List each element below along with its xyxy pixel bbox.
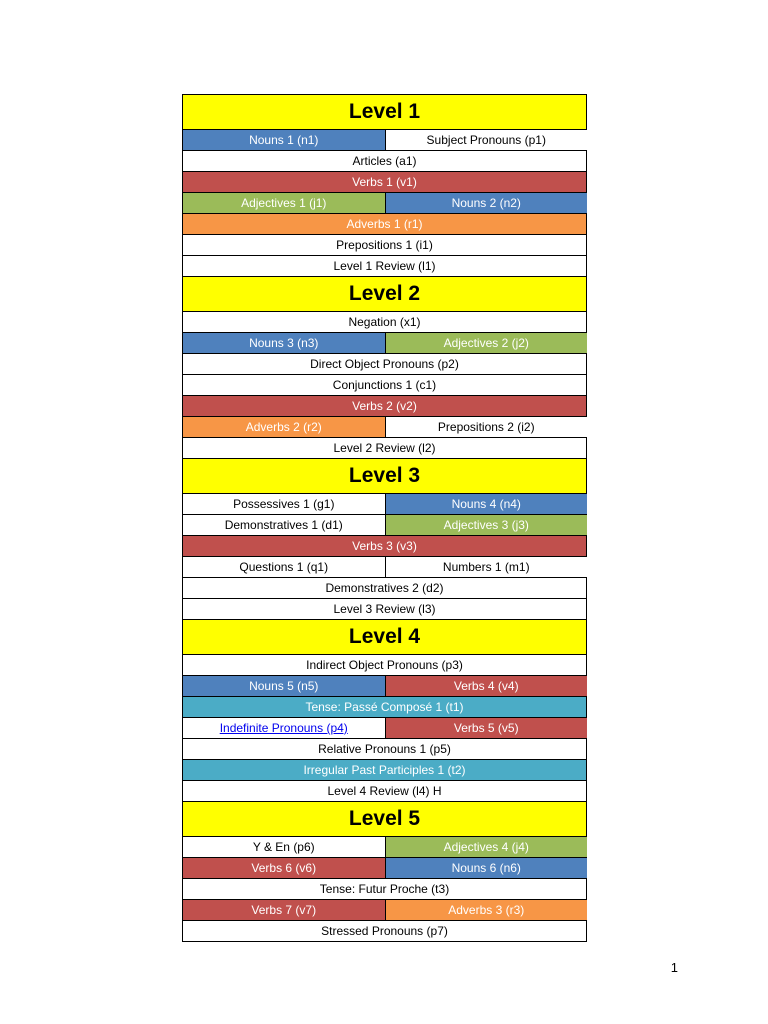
table-row [183,676,586,697]
topic-cell-adverbs-1-r1: Adverbs 1 (r1) [183,214,586,234]
topic-cell-verbs-6-v6: Verbs 6 (v6) [183,858,385,878]
table-row [183,396,586,417]
table-row [183,781,586,802]
level-title-level-2: Level 2 [183,277,586,311]
topic-cell-relative-pronouns-1-p5: Relative Pronouns 1 (p5) [183,739,586,759]
topic-cell-nouns-6-n6: Nouns 6 (n6) [385,858,588,878]
table-row [183,417,586,438]
topic-cell-conjunctions-1-c1: Conjunctions 1 (c1) [183,375,586,395]
table-row [183,578,586,599]
topic-cell-demonstratives-2-d2: Demonstratives 2 (d2) [183,578,586,598]
level-header-row [183,95,586,130]
table-row [183,333,586,354]
topic-cell-demonstratives-1-d1: Demonstratives 1 (d1) [183,515,385,535]
topic-cell-tense-futur-proche-t3: Tense: Futur Proche (t3) [183,879,586,899]
topic-cell-verbs-7-v7: Verbs 7 (v7) [183,900,385,920]
table-row [183,900,586,921]
topic-cell-adverbs-2-r2: Adverbs 2 (r2) [183,417,385,437]
topic-cell-adjectives-4-j4: Adjectives 4 (j4) [385,837,588,857]
level-title-level-4: Level 4 [183,620,586,654]
topic-cell-nouns-4-n4: Nouns 4 (n4) [385,494,588,514]
table-row [183,697,586,718]
topic-cell-verbs-1-v1: Verbs 1 (v1) [183,172,586,192]
topic-cell-level-4-review-l4-h: Level 4 Review (l4) H [183,781,586,801]
table-row [183,536,586,557]
table-row [183,655,586,676]
table-row [183,494,586,515]
topic-cell-verbs-2-v2: Verbs 2 (v2) [183,396,586,416]
topic-cell-level-2-review-l2: Level 2 Review (l2) [183,438,586,458]
topic-cell-level-3-review-l3: Level 3 Review (l3) [183,599,586,619]
table-row [183,312,586,333]
table-row [183,921,586,942]
level-title-level-5: Level 5 [183,802,586,836]
table-row [183,375,586,396]
topic-cell-adverbs-3-r3: Adverbs 3 (r3) [385,900,588,920]
topic-cell-nouns-2-n2: Nouns 2 (n2) [385,193,588,213]
topic-cell-negation-x1: Negation (x1) [183,312,586,332]
table-row [183,256,586,277]
table-row [183,599,586,620]
topic-cell-verbs-4-v4: Verbs 4 (v4) [385,676,588,696]
topic-cell-adjectives-2-j2: Adjectives 2 (j2) [385,333,588,353]
table-row [183,193,586,214]
table-row [183,739,586,760]
level-header-row [183,620,586,655]
topic-cell-questions-1-q1: Questions 1 (q1) [183,557,385,577]
table-row [183,130,586,151]
table-row [183,172,586,193]
topic-cell-verbs-5-v5: Verbs 5 (v5) [385,718,588,738]
topic-cell-nouns-1-n1: Nouns 1 (n1) [183,130,385,150]
topic-cell-nouns-3-n3: Nouns 3 (n3) [183,333,385,353]
topic-cell-prepositions-2-i2: Prepositions 2 (i2) [385,417,588,437]
topic-cell-level-1-review-l1: Level 1 Review (l1) [183,256,586,276]
table-row [183,879,586,900]
topic-cell-adjectives-3-j3: Adjectives 3 (j3) [385,515,588,535]
level-title-level-1: Level 1 [183,95,586,129]
table-row [183,858,586,879]
page-number: 1 [670,960,678,975]
table-row [183,235,586,256]
table-row [183,760,586,781]
curriculum-table [182,94,587,942]
topic-cell-irregular-past-participles-1-t2: Irregular Past Participles 1 (t2) [183,760,586,780]
topic-cell-y-en-p6: Y & En (p6) [183,837,385,857]
level-header-row [183,802,586,837]
level-header-row [183,459,586,494]
topic-cell-verbs-3-v3: Verbs 3 (v3) [183,536,586,556]
topic-link-indefinite-pronouns-p4[interactable]: Indefinite Pronouns (p4) [219,721,348,735]
table-row [183,557,586,578]
topic-cell-direct-object-pronouns-p2: Direct Object Pronouns (p2) [183,354,586,374]
table-row [183,438,586,459]
topic-cell-prepositions-1-i1: Prepositions 1 (i1) [183,235,586,255]
topic-cell-tense-pass-compos-1-t1: Tense: Passé Composé 1 (t1) [183,697,586,717]
table-row [183,214,586,235]
table-row [183,515,586,536]
topic-cell-subject-pronouns-p1: Subject Pronouns (p1) [385,130,588,150]
topic-cell-stressed-pronouns-p7: Stressed Pronouns (p7) [183,921,586,941]
topic-cell-possessives-1-g1: Possessives 1 (g1) [183,494,385,514]
table-row [183,354,586,375]
topic-cell-numbers-1-m1: Numbers 1 (m1) [385,557,588,577]
topic-cell-indirect-object-pronouns-p3: Indirect Object Pronouns (p3) [183,655,586,675]
table-row [183,837,586,858]
topic-cell-adjectives-1-j1: Adjectives 1 (j1) [183,193,385,213]
topic-cell-indefinite-pronouns-p4 [183,718,385,738]
level-header-row [183,277,586,312]
level-title-level-3: Level 3 [183,459,586,493]
topic-cell-articles-a1: Articles (a1) [183,151,586,171]
table-row [183,151,586,172]
table-row [183,718,586,739]
topic-cell-nouns-5-n5: Nouns 5 (n5) [183,676,385,696]
